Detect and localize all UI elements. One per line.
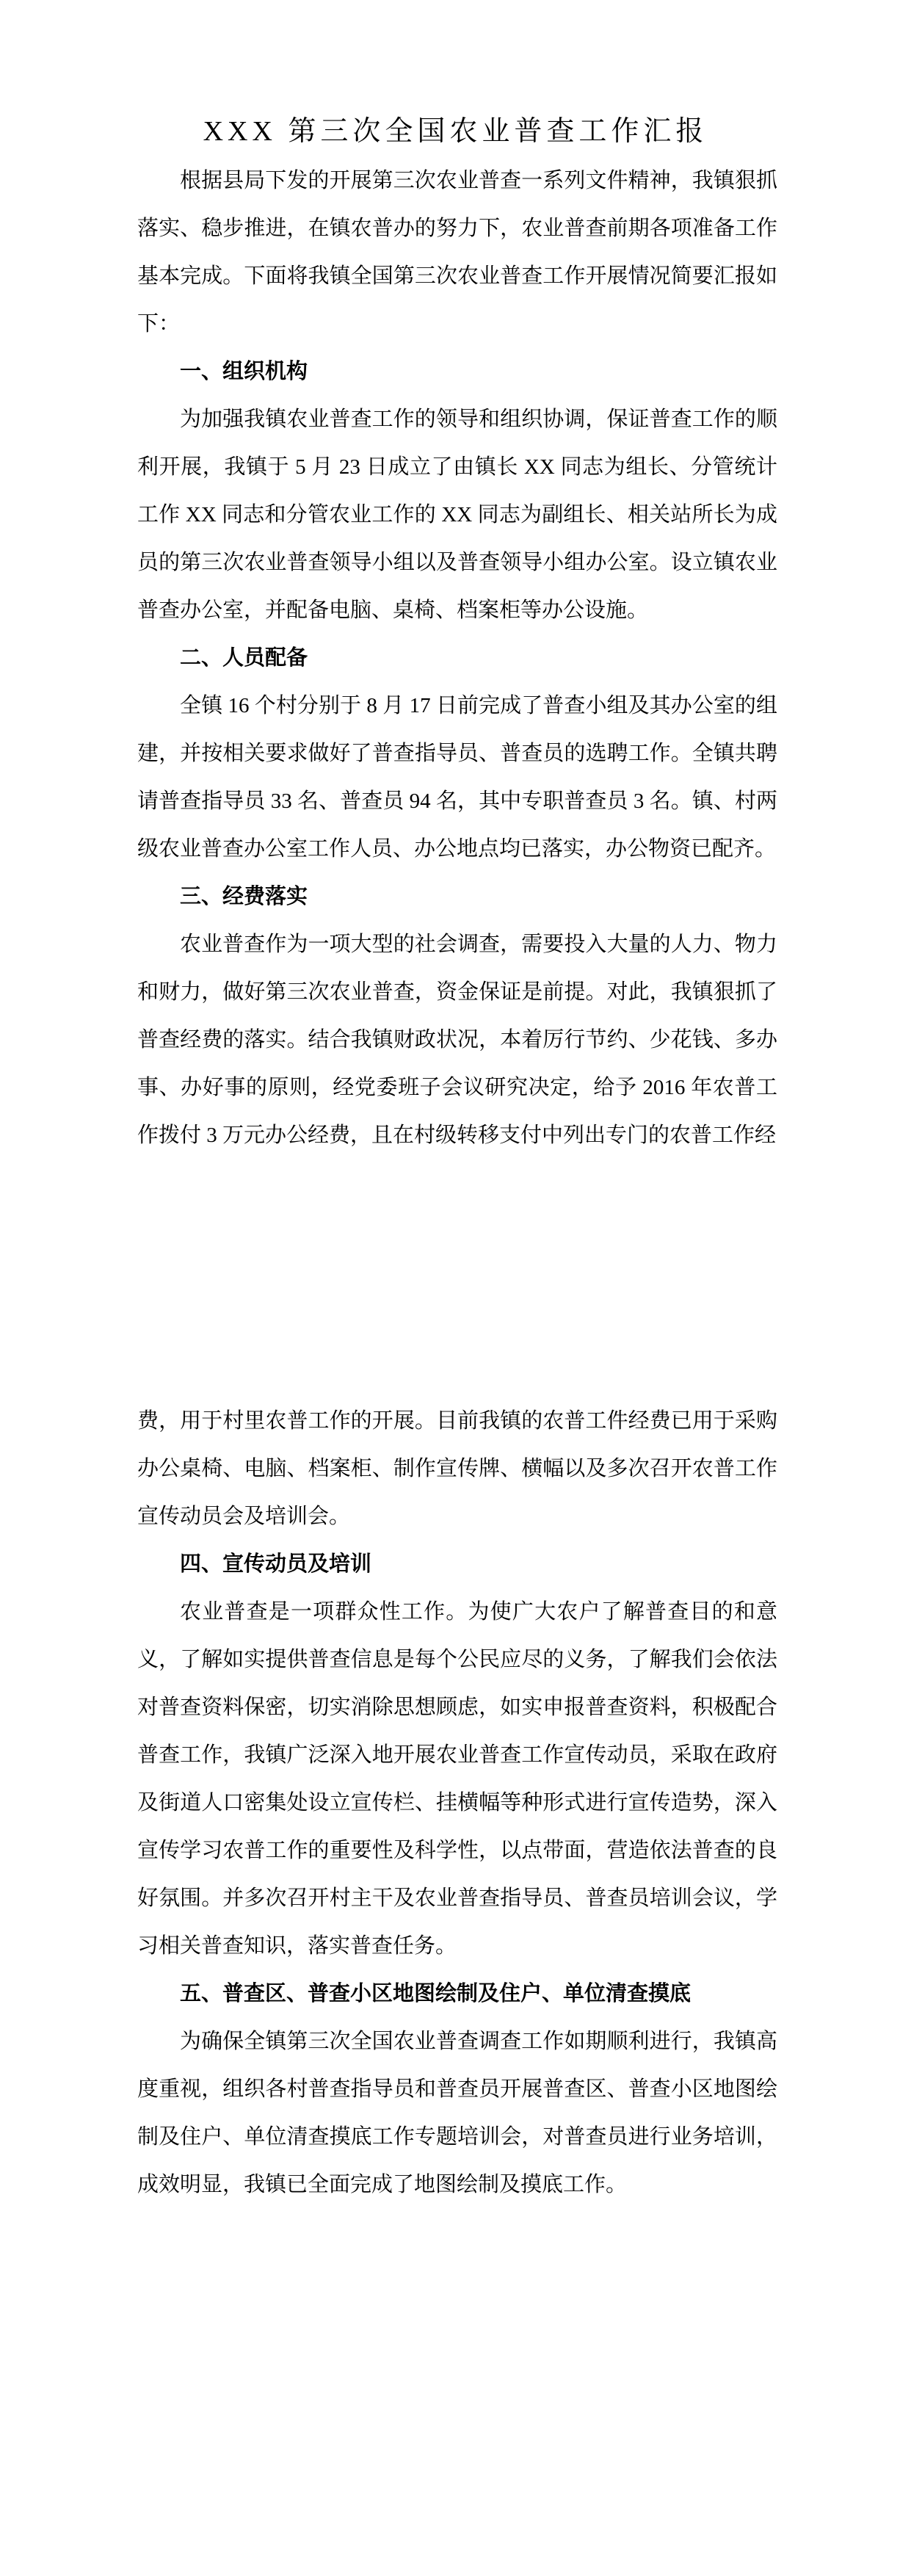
paragraph-organization: 为加强我镇农业普查工作的领导和组织协调，保证普查工作的顺利开展，我镇于 5 月 23 日成立了由镇长 XX 同志为组长、分管统计工作 XX 同志和分管农业工作的 XX 同志为副组长、相关站所长为成员的第三次农业普查领导小组以及普查领导小组办公室。设立镇农业普查办公室，并配备电脑、桌椅、档案柜等办公设施。 (137, 408, 777, 622)
heading-funding: 三、经费落实 (180, 885, 308, 908)
paragraph-mapping-survey: 为确保全镇第三次全国农业普查调查工作如期顺利进行，我镇高度重视，组织各村普查指导员和普查员开展普查区、普查小区地图绘制及住户、单位清查摸底工作专题培训会，对普查员进行业务培训，成效明显，我镇已全面完成了地图绘制及摸底工作。 (137, 2030, 777, 2196)
heading-publicity-training: 四、宣传动员及培训 (180, 1552, 372, 1576)
heading-mapping-survey: 五、普查区、普查小区地图绘制及住户、单位清查摸底 (180, 1982, 692, 2005)
heading-staffing: 二、人员配备 (180, 646, 308, 670)
heading-organization: 一、组织机构 (180, 360, 308, 383)
paragraph-publicity-training: 农业普查是一项群众性工作。为使广大农户了解普查目的和意义，了解如实提供普查信息是每个公民应尽的义务，了解我们会依法对普查资料保密，切实消除思想顾虑，如实申报普查资料，积极配合普查工作，我镇广泛深入地开展农业普查工作宣传动员，采取在政府及街道人口密集处设立宣传栏、挂横幅等种形式进行宣传造势，深入宣传学习农普工作的重要性及科学性，以点带面，营造依法普查的良好氛围。并多次召开村主干及农业普查指导员、普查员培训会议，学习相关普查知识，落实普查任务。 (137, 1600, 777, 1958)
page2-content (137, 1397, 777, 2209)
document-title: XXX 第三次全国农业普查工作汇报 (203, 116, 708, 147)
paragraph-staffing: 全镇 16 个村分别于 8 月 17 日前完成了普查小组及其办公室的组建，并按相关要求做好了普查指导员、普查员的选聘工作。全镇共聘请普查指导员 33 名、普查员 94 名，其中专职普查员 3 名。镇、村两级农业普查办公室工作人员、办公地点均已落实，办公物资已配齐。 (137, 694, 777, 861)
paragraph-funding-part1: 农业普查作为一项大型的社会调查，需要投入大量的人力、物力和财力，做好第三次农业普查，资金保证是前提。对此，我镇狠抓了普查经费的落实。结合我镇财政状况，本着厉行节约、少花钱、多办事、办好事的原则，经党委班子会议研究决定，给予 2016 年农普工作拨付 3 万元办公经费，且在村级转移支付中列出专门的农普工作经 (137, 933, 777, 1147)
paragraph-intro: 根据县局下发的开展第三次农业普查一系列文件精神，我镇狠抓落实、稳步推进，在镇农普办的努力下，农业普查前期各项准备工作基本完成。下面将我镇全国第三次农业普查工作开展情况简要汇报如下： (137, 169, 777, 336)
page1-content (137, 157, 777, 1159)
paragraph-funding-part2: 费，用于村里农普工作的开展。目前我镇的农普工件经费已用于采购办公桌椅、电脑、档案柜、制作宣传牌、横幅以及多次召开农普工作宣传动员会及培训会。 (137, 1409, 777, 1528)
